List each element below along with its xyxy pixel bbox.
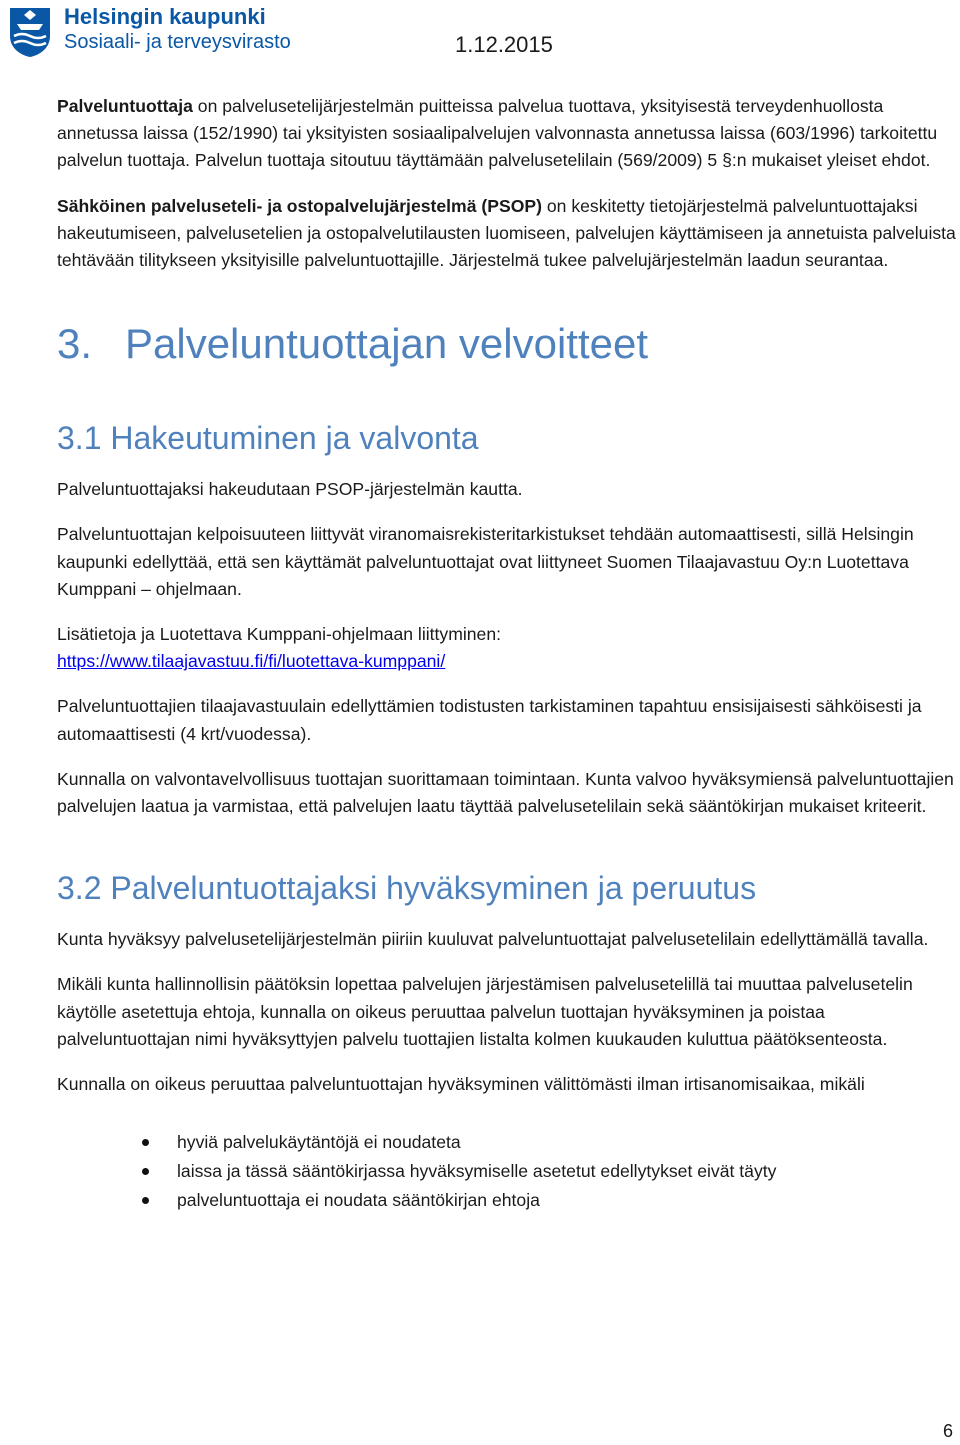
bullet-icon bbox=[142, 1197, 149, 1204]
section-number: 3. bbox=[57, 320, 93, 368]
definition-psop bbox=[57, 193, 957, 275]
paragraph: Kunta hyväksyy palvelusetelijärjestelmän piiriin kuuluvat palveluntuottajat palvelusetelilain edellyttämällä tavalla. bbox=[57, 929, 929, 950]
bullet-icon bbox=[142, 1139, 149, 1146]
list-item bbox=[57, 1128, 957, 1157]
revocation-conditions-list bbox=[57, 1128, 957, 1215]
paragraph: Palveluntuottajan kelpoisuuteen liittyvät viranomaisrekisteritarkistukset tehdään automaattisesti, sillä Helsingin kaupunki edellyttää, että sen käyttämät palveluntuottajat ovat liittyneet Suomen Tilaajavastuu Oy:n Luotettava Kumppani – ohjelmaan. bbox=[57, 524, 914, 599]
organization-name: Helsingin kaupunki bbox=[64, 4, 266, 29]
paragraph: Kunnalla on oikeus peruuttaa palveluntuottajan hyväksyminen välittömästi ilman irtisanomisaikaa, mikäli bbox=[57, 1074, 865, 1095]
subsection-heading-3-2: 3.2 Palveluntuottajaksi hyväksyminen ja peruutus bbox=[57, 870, 757, 907]
definition-text: on palvelusetelijärjestelmän puitteissa palvelua tuottava, yksityisestä terveydenhuollosta annetussa laissa (152/1990) tai yksityisten sosiaalipalvelujen valvonnasta annetussa laissa (603/1996) tarkoitettu palvelun tuottaja. Palvelun tuottaja sitoutuu täyttämään palvelusetelilain (569/2009) 5 §:n mukaiset yleiset ehdot. bbox=[57, 96, 938, 171]
list-item-text: laissa ja tässä sääntökirjassa hyväksymiselle asetetut edellytykset eivät täyty bbox=[177, 1161, 777, 1182]
organization-unit: Sosiaali- ja terveysvirasto bbox=[64, 31, 291, 53]
paragraph: Kunnalla on valvontavelvollisuus tuottajan suorittamaan toimintaan. Kunta valvoo hyväksymiensä palveluntuottajien palvelujen laatua ja varmistaa, että palvelujen laatu täyttää palvelusetelilain sekä sääntökirjan mukaiset kriteerit. bbox=[57, 768, 954, 817]
subsection-heading-3-1: 3.1 Hakeutuminen ja valvonta bbox=[57, 420, 479, 457]
list-item-text: palveluntuottaja ei noudata sääntökirjan ehtoja bbox=[177, 1190, 540, 1211]
bullet-icon bbox=[142, 1168, 149, 1175]
info-label: Lisätietoja ja Luotettava Kumppani-ohjelmaan liittyminen: bbox=[57, 624, 502, 645]
document-body bbox=[57, 93, 957, 1215]
defined-term: Sähköinen palveluseteli- ja ostopalvelujärjestelmä (PSOP) bbox=[57, 195, 542, 216]
page-number: 6 bbox=[943, 1421, 954, 1441]
paragraph: Palveluntuottajien tilaajavastuulain edellyttämien todistusten tarkistaminen tapahtuu ensisijaisesti sähköisesti ja automaattisesti (4 krt/vuodessa). bbox=[57, 696, 922, 744]
definition-palveluntuottaja bbox=[57, 93, 957, 175]
list-item bbox=[57, 1157, 957, 1186]
section-heading-3 bbox=[57, 316, 957, 372]
list-item bbox=[57, 1186, 957, 1215]
section-title: Palveluntuottajan velvoitteet bbox=[125, 320, 649, 368]
helsinki-crest-icon bbox=[8, 6, 52, 58]
definition-text: on keskitetty tietojärjestelmä palveluntuottajaksi hakeutumiseen, palvelusetelien ja ostopalvelutilausten luomiseen, palvelujen käyttämiseen ja annetuista palveluista tehtävään tilitykseen yksityisille palveluntuottajille. Järjestelmä tukee palvelujärjestelmän laadun seurantaa. bbox=[57, 195, 956, 271]
defined-term: Palveluntuottaja bbox=[57, 96, 193, 116]
paragraph: Palveluntuottajaksi hakeudutaan PSOP-järjestelmän kautta. bbox=[57, 479, 523, 500]
page-header bbox=[0, 0, 960, 62]
paragraph: Mikäli kunta hallinnollisin päätöksin lopettaa palvelujen järjestämisen palvelusetelillä tai muuttaa palvelusetelin käytölle asetettuja ehtoja, kunnalla on oikeus peruuttaa palvelun tuottajan hyväksyminen ja poistaa palveluntuottajan nimi hyväksyttyjen palvelu tuottajien listalta kolmen kuukauden kuluttua päätöksenteosta. bbox=[57, 974, 913, 1049]
tilaajavastuu-link[interactable]: https://www.tilaajavastuu.fi/fi/luotettava-kumppani/ bbox=[57, 651, 446, 672]
document-date: 1.12.2015 bbox=[455, 32, 553, 57]
list-item-text: hyviä palvelukäytäntöjä ei noudateta bbox=[177, 1132, 461, 1153]
info-paragraph bbox=[57, 621, 957, 675]
